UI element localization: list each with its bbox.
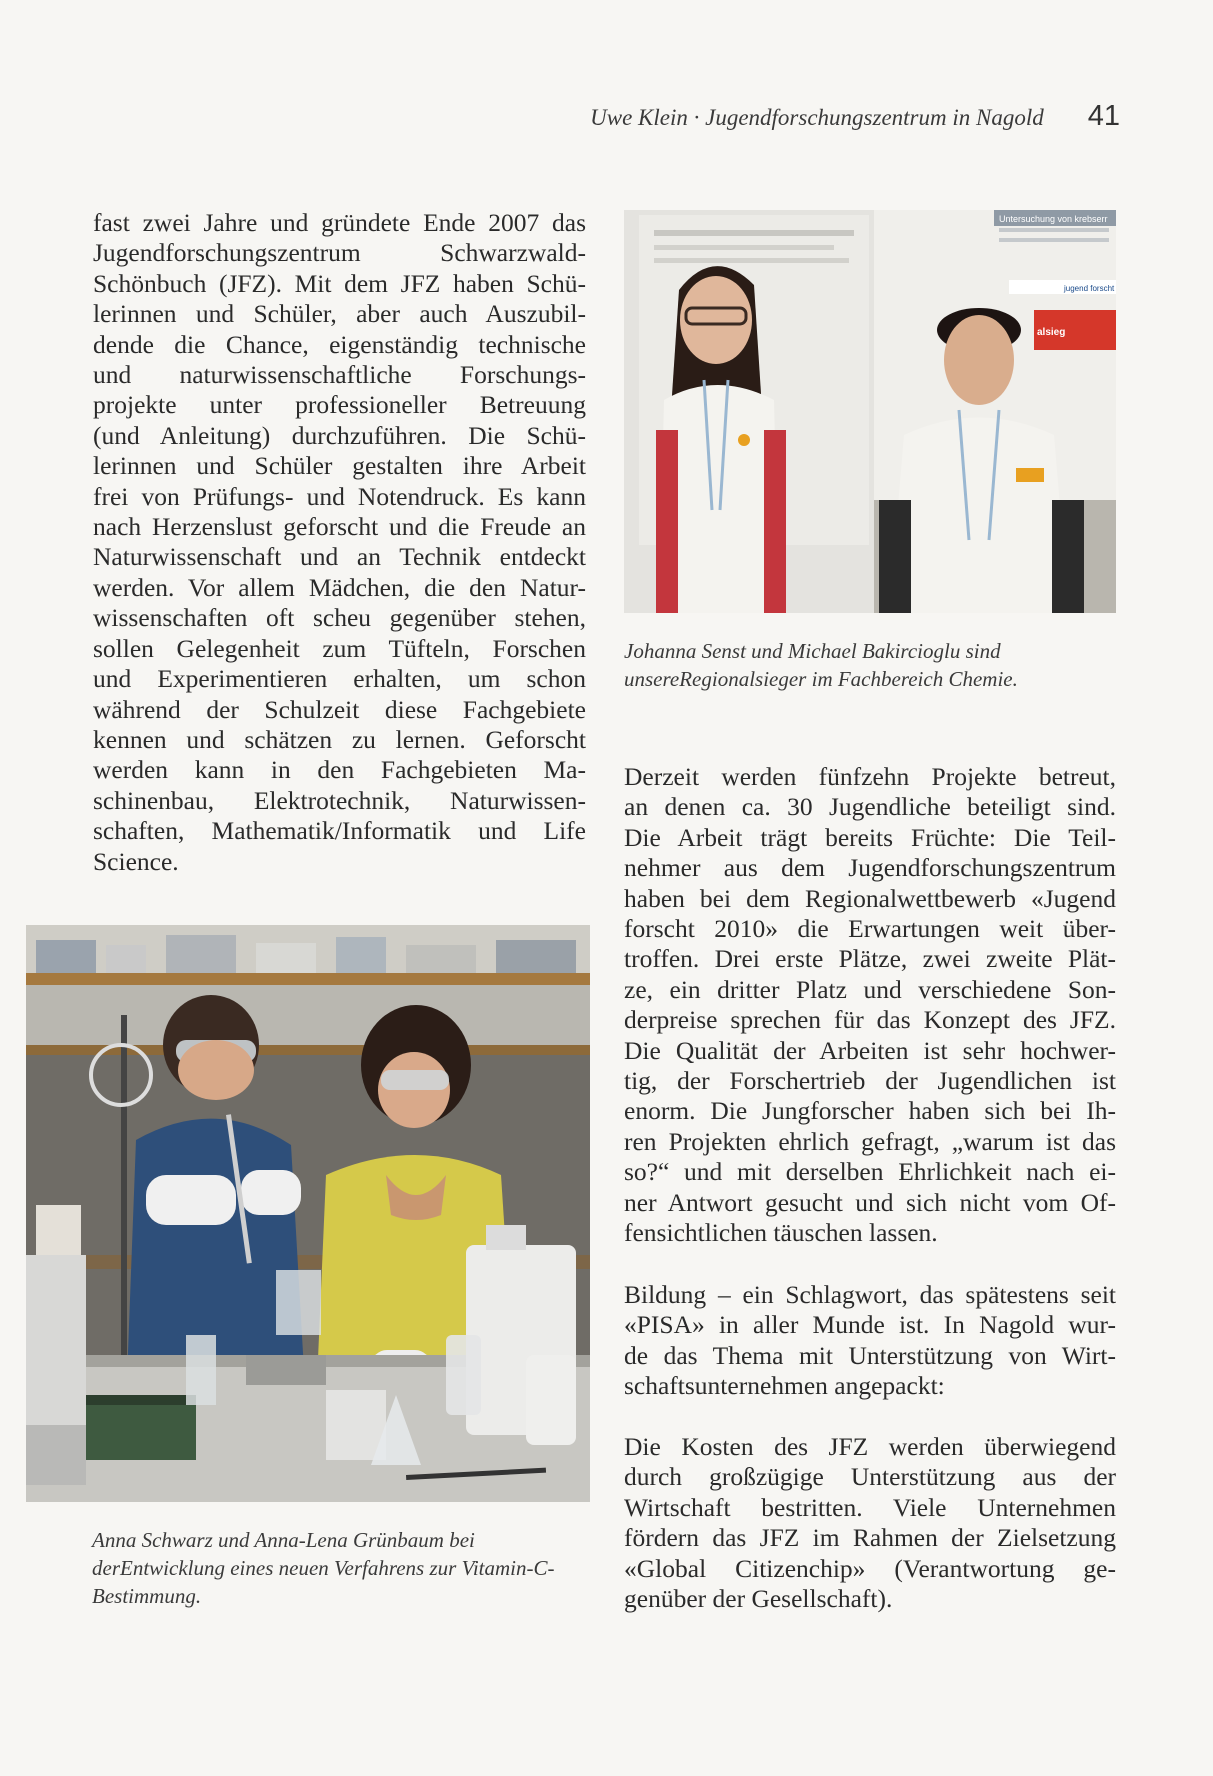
text-line: lerinnen und Schüler gestalten ihre Arbeit (93, 451, 586, 481)
text-line: ren Projekten ehrlich gefragt, „warum ist das (624, 1126, 1116, 1156)
text-line: sollen Gelegenheit zum Tüfteln, Forschen (93, 633, 586, 663)
page-number: 41 (1087, 100, 1120, 132)
text-line: und Experimentieren erhalten, um schon (93, 664, 586, 694)
right-paragraph-1 (624, 762, 1116, 1249)
text-line: nach Herzenslust geforscht und die Freude an (93, 512, 586, 542)
text-line: frei von Prüfungs- und Notendruck. Es kann (93, 481, 586, 511)
text-line: «PISA» in aller Munde ist. In Nagold wur- (624, 1310, 1116, 1340)
text-line: Naturwissenschaft und an Technik entdeckt (93, 542, 586, 572)
text-line: Die Qualität der Arbeiten ist sehr hochwer- (624, 1035, 1116, 1065)
lab-photo-caption (92, 1526, 582, 1610)
text-line: fördern das JFZ im Rahmen der Zielsetzung (624, 1523, 1116, 1553)
text-line: fast zwei Jahre und gründete Ende 2007 das (93, 208, 586, 237)
text-line: forscht 2010» die Erwartungen weit über- (624, 914, 1116, 944)
running-head: Uwe Klein · Jugendforschungszentrum in Nagold (590, 105, 1044, 130)
poster-logo: jugend forscht (1064, 284, 1115, 293)
text-line: nehmer aus dem Jugendforschungszentrum (624, 853, 1116, 883)
text-line: Anna Schwarz und Anna-Lena Grünbaum bei der (92, 1528, 475, 1580)
text-line: schinenbau, Elektrotechnik, Naturwissen- (93, 785, 586, 815)
left-column-text (93, 208, 586, 877)
text-line: durch großzügige Unterstützung aus der (624, 1462, 1116, 1492)
text-line: schaften, Mathematik/Informatik und Life (93, 816, 586, 846)
text-line: tig, der Forschertrieb der Jugendlichen ist (624, 1066, 1116, 1096)
text-line: projekte unter professioneller Betreuung (93, 390, 586, 420)
text-line: und naturwissenschaftliche Forschungs- (93, 360, 586, 390)
text-line: Bestimmung. (92, 1584, 202, 1608)
right-paragraph-3 (624, 1432, 1116, 1614)
text-line: ner Antwort gesucht und sich nicht vom Of- (624, 1187, 1116, 1217)
winners-photo-caption (624, 637, 1124, 693)
lab-photo (26, 925, 590, 1502)
text-line: fensichtlichen täuschen lassen. (624, 1218, 938, 1248)
text-line: während der Schulzeit diese Fachgebiete (93, 694, 586, 724)
text-line: Regionalsieger im Fachbereich Chemie. (679, 667, 1018, 691)
text-line: Derzeit werden fünfzehn Projekte betreut, (624, 762, 1116, 791)
text-line: genüber der Gesellschaft). (624, 1584, 893, 1614)
poster-banner: alsieg (1037, 327, 1066, 338)
text-line: Jugendforschungszentrum Schwarzwald- (93, 238, 586, 268)
text-line: wissenschaften oft scheu gegenüber stehen, (93, 603, 586, 633)
text-line: an denen ca. 30 Jugendliche beteiligt sind. (624, 792, 1116, 822)
text-line: Bildung – ein Schlagwort, das spätestens seit (624, 1280, 1116, 1309)
text-line: Schönbuch (JFZ). Mit dem JFZ haben Schü- (93, 268, 586, 298)
text-line: Die Arbeit trägt bereits Früchte: Die Teil- (624, 822, 1116, 852)
text-line: (und Anleitung) durchzuführen. Die Schü- (93, 420, 586, 450)
poster-text: Untersuchung von krebserr (999, 214, 1108, 224)
text-line: lerinnen und Schüler, aber auch Auszubil- (93, 299, 586, 329)
text-line: derpreise sprechen für das Konzept des JFZ. (624, 1005, 1116, 1035)
text-line: troffen. Drei erste Plätze, zwei zweite Plät- (624, 944, 1116, 974)
text-line: haben bei dem Regionalwettbewerb «Jugend (624, 883, 1116, 913)
text-line: «Global Citizenchip» (Verantwortung ge- (624, 1553, 1116, 1583)
text-line: dende die Chance, eigenständig technische (93, 329, 586, 359)
text-line: ze, ein dritter Platz und verschiedene Son- (624, 974, 1116, 1004)
page-header (500, 100, 1120, 133)
text-line: Johanna Senst und Michael Bakircioglu sind unsere (624, 639, 1001, 691)
text-line: Wirtschaft bestritten. Viele Unternehmen (624, 1492, 1116, 1522)
text-line: werden. Vor allem Mädchen, die den Natur- (93, 572, 586, 602)
text-line: de das Thema mit Unterstützung von Wirt- (624, 1340, 1116, 1370)
winners-photo (624, 210, 1116, 613)
text-line: schaftsunternehmen angepackt: (624, 1371, 945, 1401)
text-line: werden kann in den Fachgebieten Ma- (93, 755, 586, 785)
text-line: enorm. Die Jungforscher haben sich bei Ih- (624, 1096, 1116, 1126)
text-line: Die Kosten des JFZ werden überwiegend (624, 1432, 1116, 1461)
text-line: Science. (93, 846, 179, 876)
text-line: Entwicklung eines neuen Verfahrens zur Vitamin-C- (120, 1556, 555, 1580)
right-paragraph-2 (624, 1280, 1116, 1402)
text-line: kennen und schätzen zu lernen. Geforscht (93, 724, 586, 754)
text-line: so?“ und mit derselben Ehrlichkeit nach ei- (624, 1157, 1116, 1187)
